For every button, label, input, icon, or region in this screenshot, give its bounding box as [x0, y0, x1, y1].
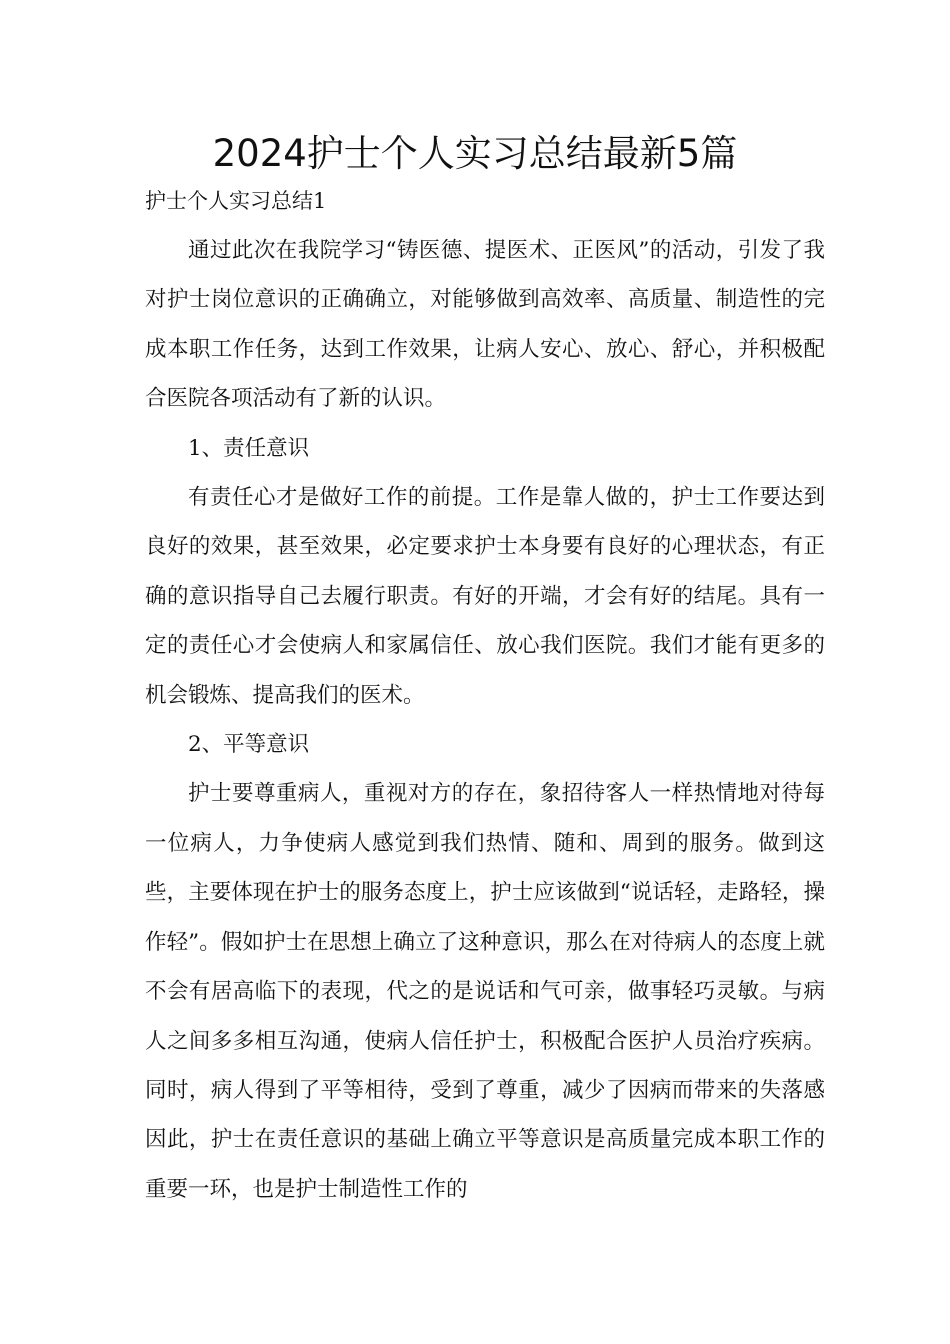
paragraph-responsibility: 有责任心才是做好工作的前提。工作是靠人做的，护士工作要达到良好的效果，甚至效果，必定要求护士本身要有良好的心理状态，有正确的意识指导自己去履行职责。有好的开端，才会有好的结尾。具有一定的责任心才会使病人和家属信任、放心我们医院。我们才能有更多的机会锻炼、提高我们的医术。: [145, 485, 825, 708]
paragraph-intro: 通过此次在我院学习“铸医德、提医术、正医风”的活动，引发了我对护士岗位意识的正确确立，对能够做到高效率、高质量、制造性的完成本职工作任务，达到工作效果，让病人安心、放心、舒心，并积极配合医院各项活动有了新的认识。: [145, 238, 825, 412]
document-body: [145, 226, 825, 1214]
heading-equality: 2、平等意识: [188, 732, 310, 758]
document-title: 2024护士个人实习总结最新5篇: [212, 132, 738, 175]
heading-responsibility: 1、责任意识: [188, 435, 310, 461]
section-heading: 护士个人实习总结1: [145, 189, 327, 213]
paragraph-equality: 护士要尊重病人，重视对方的存在，象招待客人一样热情地对待每一位病人，力争使病人感觉到我们热情、随和、周到的服务。做到这些，主要体现在护士的服务态度上，护士应该做到“说话轻，走路轻，操作轻”。假如护士在思想上确立了这种意识，那么在对待病人的态度上就不会有居高临下的表现，代之的是说话和气可亲，做事轻巧灵敏。与病人之间多多相互沟通，使病人信任护士，积极配合医护人员治疗疾病。同时，病人得到了平等相待，受到了尊重，减少了因病而带来的失落感因此，护士在责任意识的基础上确立平等意识是高质量完成本职工作的重要一环，也是护士制造性工作的: [145, 781, 825, 1202]
